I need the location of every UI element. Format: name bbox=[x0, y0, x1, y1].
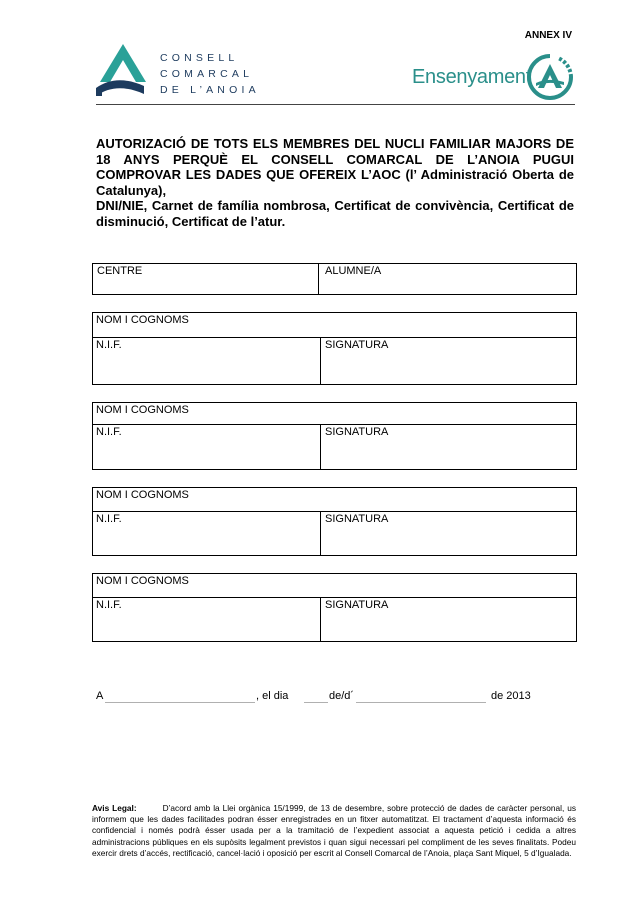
centre-alumne-box bbox=[92, 263, 577, 295]
year-text: de 2013 bbox=[491, 690, 531, 702]
member-3-signature-label: SIGNATURA bbox=[325, 513, 389, 525]
legal-notice-label: Avis Legal: bbox=[92, 803, 137, 813]
member-3-name-label: NOM I COGNOMS bbox=[96, 489, 189, 501]
member-4-name-field[interactable] bbox=[93, 574, 576, 598]
member-2-name-label: NOM I COGNOMS bbox=[96, 404, 189, 416]
legal-notice bbox=[92, 803, 576, 859]
member-3-column-divider bbox=[320, 511, 321, 555]
family-member-box-1 bbox=[92, 312, 577, 385]
centre-label: CENTRE bbox=[97, 265, 143, 277]
ensenyament-logo-text: Ensenyament bbox=[412, 66, 531, 88]
member-2-nif-label: N.I.F. bbox=[96, 426, 122, 438]
de-d-text: de/d´ bbox=[329, 690, 355, 702]
centre-field[interactable] bbox=[93, 264, 319, 294]
member-1-column-divider bbox=[320, 337, 321, 384]
member-2-name-field[interactable] bbox=[93, 403, 576, 425]
family-member-box-3 bbox=[92, 487, 577, 556]
member-4-signature-label: SIGNATURA bbox=[325, 599, 389, 611]
consell-logo-text bbox=[160, 50, 260, 98]
member-3-name-field[interactable] bbox=[93, 488, 576, 512]
member-1-name-label: NOM I COGNOMS bbox=[96, 314, 189, 326]
member-4-column-divider bbox=[320, 597, 321, 641]
member-2-signature-label: SIGNATURA bbox=[325, 426, 389, 438]
month-input-line[interactable] bbox=[356, 702, 486, 703]
member-1-nif-label: N.I.F. bbox=[96, 339, 122, 351]
family-member-box-4 bbox=[92, 573, 577, 642]
alumne-label: ALUMNE/A bbox=[325, 265, 382, 277]
member-4-name-label: NOM I COGNOMS bbox=[96, 575, 189, 587]
title-documents-text: DNI/NIE, Carnet de família nombrosa, Certificat de convivència, Certificat de disminució, Certificat de l’atur. bbox=[96, 198, 574, 229]
member-4-nif-label: N.I.F. bbox=[96, 599, 122, 611]
member-1-signature-label: SIGNATURA bbox=[325, 339, 389, 351]
document-title bbox=[96, 136, 574, 229]
consell-logo-line-2: COMARCAL bbox=[160, 68, 254, 80]
title-authorization-text: AUTORIZACIÓ DE TOTS ELS MEMBRES DEL NUCLI FAMILIAR MAJORS DE 18 ANYS PERQUÈ EL CONSELL COMARCAL DE L’ANOIA PUGUI COMPROVAR LES DADES QUE OFEREIX L’AOC (l’ Administració Oberta de Catalunya), bbox=[96, 136, 574, 198]
member-3-nif-label: N.I.F. bbox=[96, 513, 122, 525]
member-2-column-divider bbox=[320, 424, 321, 469]
consell-comarcal-logo bbox=[96, 44, 276, 98]
place-prefix: A bbox=[96, 690, 104, 702]
consell-logo-line-1: CONSELL bbox=[160, 52, 239, 64]
legal-notice-text: D’acord amb la Llei orgànica 15/1999, de 13 de desembre, sobre protecció de dades de caràcter personal, us informem que les dades facilitades podran ésser enregistrades en un fitxer automatitzat. El tractament d’aquesta informació és confidencial i només podrà ésser usada per a la tramitació de l’expedient associat a aquesta petició i cedida a altres administracions públiques en els supòsits legalment previstos i quan sigui necessari pel compliment de les seves finalitats. Podeu exercir drets d’accés, rectificació, cancel·lació i oposició per escrit al Consell Comarcal de l’Anoia, plaça Sant Miquel, 5 d’Igualada. bbox=[92, 803, 576, 858]
ensenyament-badge-icon bbox=[524, 52, 576, 100]
annex-label: ANNEX IV bbox=[524, 30, 572, 41]
member-1-name-field[interactable] bbox=[93, 313, 576, 338]
header-divider bbox=[96, 104, 575, 105]
place-input-line[interactable] bbox=[105, 702, 255, 703]
family-member-box-2 bbox=[92, 402, 577, 470]
el-dia-text: , el dia bbox=[256, 690, 289, 702]
ensenyament-logo bbox=[410, 52, 578, 100]
consell-logo-mark-icon bbox=[96, 44, 156, 98]
consell-logo-line-3: DE L’ANOIA bbox=[160, 84, 260, 96]
day-input-line[interactable] bbox=[304, 702, 328, 703]
